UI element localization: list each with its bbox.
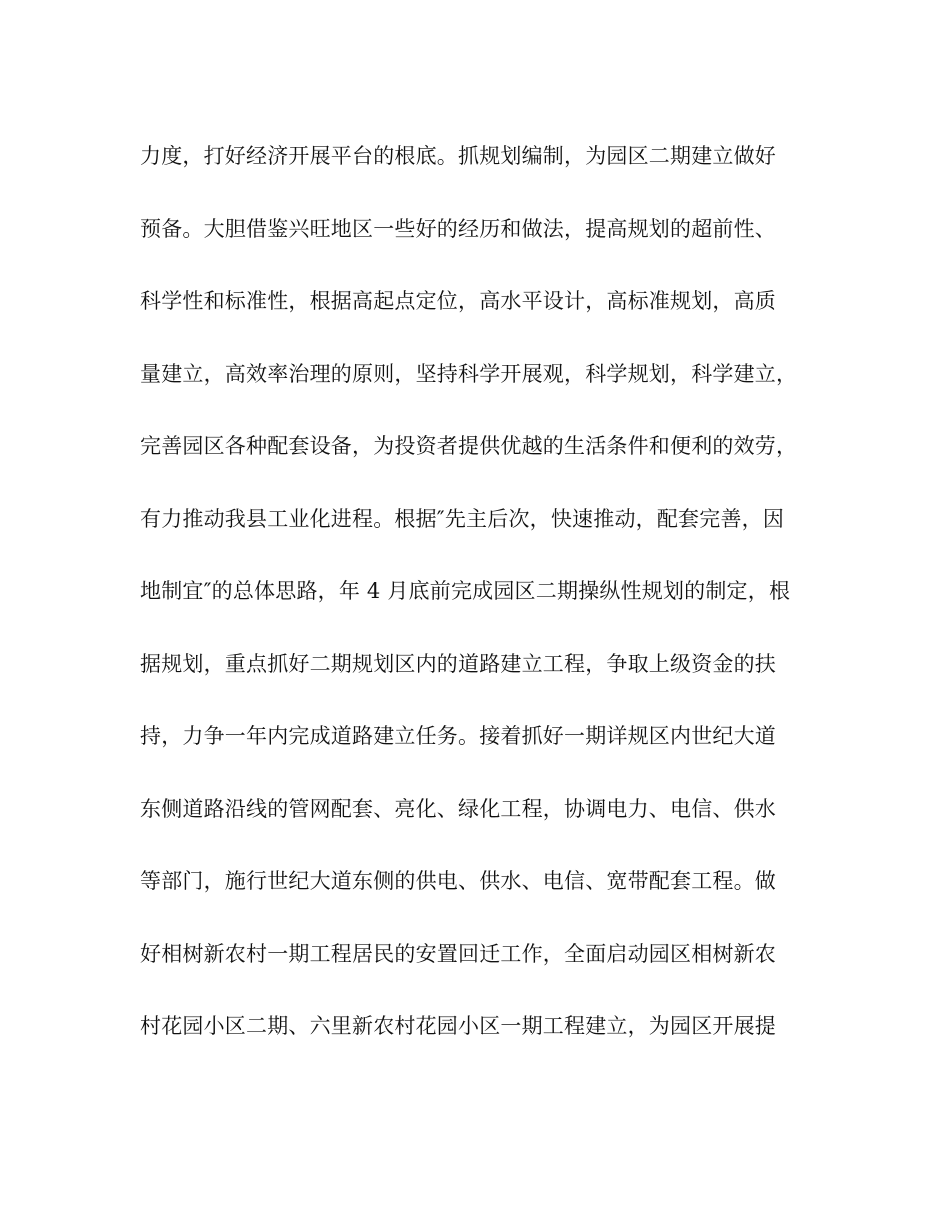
text-line: 地制宜″的总体思路，年 4 月底前完成园区二期操纵性规划的制定，根 — [140, 579, 791, 603]
text-line: 完善园区各种配套设备，为投资者提供优越的生活条件和便利的效劳， — [140, 434, 798, 458]
text-line: 预备。大胆借鉴兴旺地区一些好的经历和做法，提高规划的超前性、 — [140, 216, 776, 241]
text-line: 量建立，高效率治理的原则，坚持科学开展观，科学规划，科学建立， — [140, 361, 798, 386]
text-line: 村花园小区二期、六里新农村花园小区一期工程建立，为园区开展提 — [140, 1014, 776, 1038]
text-line: 好相树新农村一期工程居民的安置回迁工作，全面启动园区相树新农 — [140, 941, 776, 966]
text-line: 持，力争一年内完成道路建立任务。接着抓好一期详规区内世纪大道 — [140, 724, 776, 748]
text-line: 有力推动我县工业化进程。根据″先主后次，快速推动，配套完善，因 — [140, 506, 785, 531]
text-line: 力度，打好经济开展平台的根底。抓规划编制，为园区二期建立做好 — [140, 144, 776, 168]
text-line: 东侧道路沿线的管网配套、亮化、绿化工程，协调电力、电信、供水 — [140, 796, 776, 821]
text-line: 等部门，施行世纪大道东侧的供电、供水、电信、宽带配套工程。做 — [140, 869, 776, 893]
body-text — [140, 136, 840, 1079]
text-line: 科学性和标准性，根据高起点定位，高水平设计，高标准规划，高质 — [140, 289, 776, 313]
text-line: 据规划，重点抓好二期规划区内的道路建立工程，争取上级资金的扶 — [140, 651, 776, 676]
